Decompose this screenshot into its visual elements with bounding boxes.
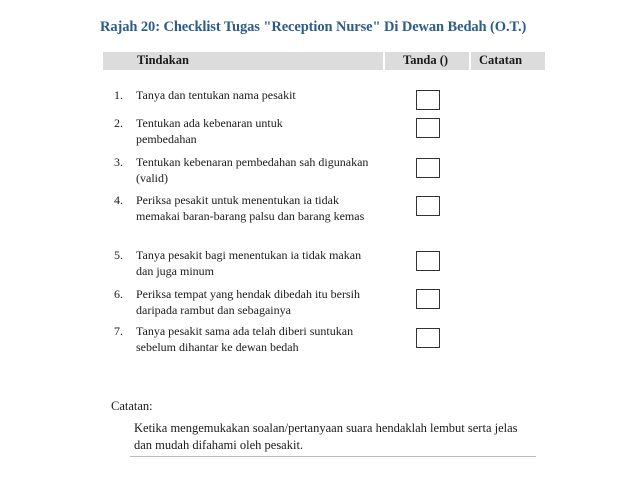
item-number: 2. [114,116,123,130]
item-number: 6. [114,287,123,301]
header-tanda: Tanda () [403,53,449,67]
item-number: 7. [114,324,123,338]
item-text: Tanya dan tentukan nama pesakit [136,88,296,102]
checkbox-1[interactable] [416,90,440,110]
item-text: Tanya pesakit bagi menentukan ia tidak makan dan juga minum [136,248,362,278]
checkbox-5[interactable] [416,251,440,271]
item-number: 1. [114,88,123,102]
item-text: Periksa pesakit untuk menentukan ia tidak memakai baran-barang palsu dan barang kemas [136,193,365,223]
item-number: 4. [114,193,123,207]
divider [130,456,536,457]
item-text: Periksa tempat yang hendak dibedah itu bersih daripada rambut dan sebagainya [136,287,360,317]
checkbox-6[interactable] [416,289,440,309]
checkbox-7[interactable] [416,328,440,348]
header-divider [383,52,385,70]
notes-text: Ketika mengemukakan soalan/pertanyaan suara hendaklah lembut serta jelas dan mudah difahami oleh pesakit. [134,421,518,452]
item-text: Tanya pesakit sama ada telah diberi suntukan sebelum dihantar ke dewan bedah [136,324,354,354]
notes-label: Catatan: [111,399,153,413]
table-header [103,52,545,70]
checkbox-4[interactable] [416,196,440,216]
item-text: Tentukan ada kebenaran untuk pembedahan [136,116,283,146]
header-divider [469,52,471,70]
header-catatan: Catatan [479,53,523,67]
checkbox-2[interactable] [416,118,440,138]
checkbox-3[interactable] [416,158,440,178]
item-text: Tentukan kebenaran pembedahan sah digunakan (valid) [136,155,369,185]
header-tindakan: Tindakan [137,53,189,67]
item-number: 3. [114,155,123,169]
item-number: 5. [114,248,123,262]
page-title: Rajah 20: Checklist Tugas "Reception Nurse" Di Dewan Bedah (O.T.) [100,19,527,35]
